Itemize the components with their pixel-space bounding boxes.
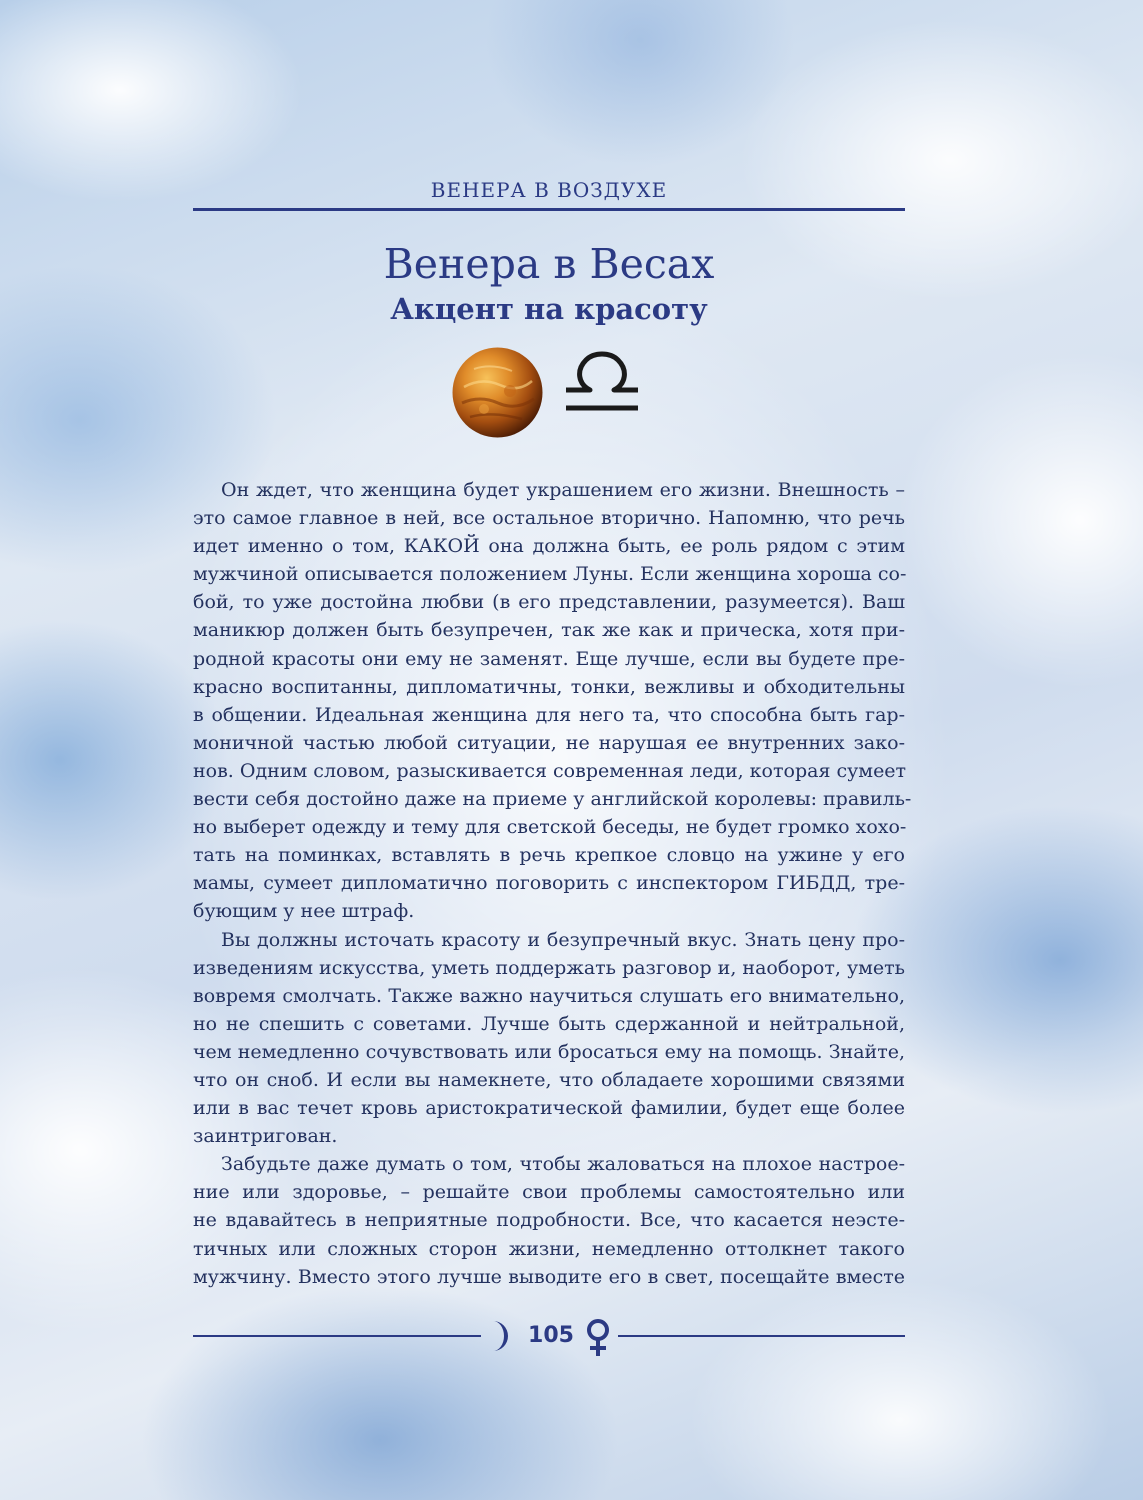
text-line: Забудьте даже думать о том, чтобы жаловаться на плохое настрое- [221,1153,905,1176]
text-line: мужчиной описывается положением Луны. Если женщина хороша со- [193,563,907,586]
text-line: ние или здоровье, – решайте свои проблемы самостоятельно или [193,1181,905,1204]
text-line: идет именно о том, КАКОЙ она должна быть, ее роль рядом с этим [193,535,905,558]
page-title: Венера в Весах [383,240,715,288]
text-line: или в вас течет кровь аристократической фамилии, будет еще более [193,1097,905,1120]
text-line: но не спешить с советами. Лучше быть сдержанной и нейтральной, [193,1012,905,1035]
footer-divider-left [193,1335,481,1337]
text-line: вовремя смолчать. Также важно научиться слушать его внимательно, [193,984,905,1007]
text-line: это самое главное в ней, все остальное вторично. Напомню, что речь [193,507,905,530]
venus-planet-icon [452,347,543,438]
body-text [193,476,912,1291]
footer-divider-right [618,1335,905,1337]
text-line: заинтригован. [193,1125,338,1148]
text-line: красно воспитанны, дипломатичны, тонки, вежливы и обходительны [193,675,905,698]
page-subtitle: Акцент на красоту [390,292,708,326]
text-line: что он сноб. И если вы намекнете, что обладаете хорошими связями [193,1068,905,1091]
text-line: тать на поминках, вставлять в речь крепкое словцо на ужине у его [193,844,905,867]
libra-icon [560,348,644,418]
text-line: бующим у нее штраф. [193,900,415,923]
text-line: Он ждет, что женщина будет украшением его жизни. Внешность – [221,479,905,501]
venus-symbol-icon [583,1318,613,1358]
text-line: Вы должны источать красоту и безупречный вкус. Знать цену про- [221,928,905,951]
text-line: маникюр должен быть безупречен, так же как и прическа, хотя при- [193,619,905,642]
text-line: но выберет одежду и тему для светской беседы, не будет громко хохо- [193,816,907,839]
text-line: вести себя достойно даже на приеме у английской королевы: правиль- [193,788,912,811]
text-line: родной красоты они ему не заменят. Еще лучше, если вы будете пре- [193,647,905,670]
text-line: в общении. Идеальная женщина для него та, что способна быть гар- [193,703,905,726]
text-line: чем немедленно сочувствовать или бросаться ему на помощь. Знайте, [193,1040,905,1063]
text-line: тичных или сложных сторон жизни, немедленно оттолкнет такого [193,1237,905,1260]
page-number: 105 [528,1323,574,1348]
text-line: моничной частью любой ситуации, не нарушая ее внутренних зако- [193,731,905,754]
text-line: изведениям искусства, уметь поддержать разговор и, наоборот, уметь [193,956,905,979]
running-head: ВЕНЕРА В ВОЗДУХЕ [430,178,668,202]
text-line: мамы, сумеет дипломатично поговорить с инспектором ГИБДД, тре- [193,872,905,895]
text-line: мужчину. Вместо этого лучше выводите его в свет, посещайте вместе [193,1265,905,1288]
text-line: нов. Одним словом, разыскивается современная леди, которая сумеет [193,759,907,782]
header-divider [193,208,905,211]
text-line: не вдавайтесь в неприятные подробности. Все, что касается неэсте- [193,1209,905,1232]
text-line: бой, то уже достойна любви (в его представлении, разумеется). Ваш [193,591,905,614]
crescent-moon-icon [485,1319,519,1353]
